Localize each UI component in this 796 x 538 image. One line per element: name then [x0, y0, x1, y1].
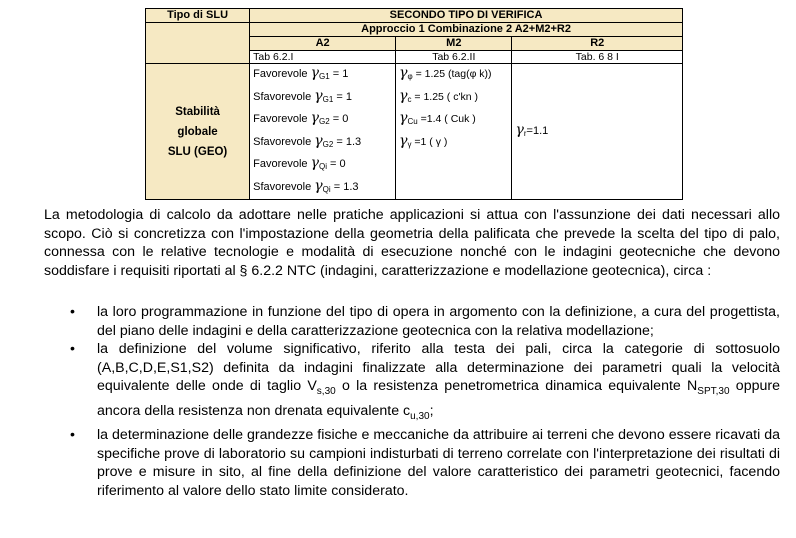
m2-row	[399, 87, 508, 110]
a2-values	[250, 64, 396, 200]
a2-row-sub: G1	[322, 94, 334, 104]
gamma-symbol: γ	[314, 177, 323, 194]
requirements-list	[44, 303, 780, 501]
m2-row	[399, 109, 508, 132]
list-item	[44, 340, 780, 426]
a2-row-sub: G1	[318, 72, 330, 81]
m2-row-sub: c	[407, 94, 412, 104]
subscript: u,30	[410, 410, 430, 422]
a2-row	[253, 132, 392, 155]
a2-row-sub: Qi	[318, 162, 327, 171]
tab-a2: Tab 6.2.I	[250, 51, 396, 64]
subscript: SPT,30	[697, 386, 730, 398]
m2-row-sub: φ	[407, 72, 413, 81]
col-second-header: SECONDO TIPO DI VERIFICA	[250, 9, 683, 23]
approccio-header: Approccio 1 Combinazione 2 A2+M2+R2	[250, 23, 683, 37]
a2-row-value: = 1	[336, 90, 352, 103]
r2-value: =1.1	[526, 124, 549, 137]
bullet-icon: •	[70, 427, 75, 444]
a2-row-value: = 0	[332, 113, 349, 125]
a2-row	[253, 87, 392, 110]
empty-header-cell	[146, 23, 250, 64]
row-label-line1: Stabilità	[175, 105, 220, 118]
gamma-symbol: γ	[399, 132, 408, 149]
bullet-icon: •	[70, 341, 75, 358]
a2-row-sub: Qi	[322, 184, 331, 194]
a2-row-value: = 0	[330, 158, 346, 170]
row-label-line3: SLU (GEO)	[167, 145, 228, 158]
r2-value-cell	[512, 64, 683, 200]
a2-row-label: Sfavorevole	[253, 135, 312, 148]
m2-row-value: =1 ( γ )	[414, 135, 448, 148]
gamma-symbol: γ	[314, 132, 323, 149]
a2-row-sub: G2	[322, 139, 334, 149]
m2-row-value: =1.4 ( Cuk )	[420, 113, 476, 125]
r2-sub: r	[523, 128, 527, 138]
a2-row	[253, 154, 392, 177]
list-item-text: oppure ancora della resistenza non drenata equivalente c	[97, 378, 780, 419]
gamma-symbol: γ	[399, 87, 408, 104]
a2-row-label: Sfavorevole	[253, 180, 312, 193]
a2-row-label: Favorevole	[253, 113, 308, 125]
list-item-text: la definizione del volume significativo, riferito alla testa dei pali, circa la categorie di sottosuolo (A,B,C,D,E,S1,S2) definita da indagini finalizzate alla determinazione dei parametri quali la velocità equivalente delle onde di taglio V	[97, 341, 780, 395]
tab-m2: Tab 6.2.II	[396, 51, 512, 64]
gamma-symbol: γ	[310, 110, 319, 126]
m2-header: M2	[396, 37, 512, 51]
tab-r2: Tab. 6 8 I	[512, 51, 683, 64]
a2-row	[253, 64, 392, 87]
a2-row-label: Sfavorevole	[253, 90, 312, 103]
gamma-symbol: γ	[314, 87, 323, 104]
m2-row-value: = 1.25 (tag(φ k))	[415, 68, 492, 80]
list-item-text: o la resistenza penetrometrica dinamica equivalente N	[335, 378, 698, 395]
row-label-line2: globale	[177, 125, 218, 138]
a2-row	[253, 177, 392, 200]
col-tipo-header: Tipo di SLU	[146, 9, 250, 23]
gamma-symbol: γ	[310, 65, 319, 81]
m2-row-sub: γ	[407, 139, 412, 149]
a2-row-label: Favorevole	[253, 158, 308, 170]
list-item-text: la determinazione delle grandezze fisiche e meccaniche da attribuire ai terreni che devono essere ricavati da specifiche prove di laboratorio su campioni indisturbati di terreno correlate con l'interpretazione dei risultati di prove e misure in sito, al fine della definizione del valore caratteristico dei parametri geotecnici, facendo riferimento al valore dello stato limite considerato.	[97, 427, 780, 499]
list-item	[44, 426, 780, 500]
a2-header: A2	[250, 37, 396, 51]
list-item-text: ;	[429, 402, 434, 419]
r2-header: R2	[512, 37, 683, 51]
a2-row-value: = 1.3	[336, 135, 362, 148]
m2-row	[399, 132, 508, 155]
row-label	[146, 64, 250, 200]
a2-row-sub: G2	[318, 117, 330, 126]
m2-row-sub: Cu	[407, 117, 418, 126]
a2-row-value: = 1.3	[333, 180, 359, 193]
list-item-text: la loro programmazione in funzione del tipo di opera in argomento con la definizione, a cura del progettista, del piano delle indagini e della caratterizzazione geotecnica con la relativa modellazione;	[97, 304, 780, 339]
gamma-symbol: γ	[399, 65, 408, 81]
a2-row-value: = 1	[332, 68, 349, 80]
list-item	[44, 303, 780, 340]
m2-values	[396, 64, 512, 200]
a2-row-label: Favorevole	[253, 68, 308, 80]
slu-table	[145, 8, 683, 200]
subscript: s,30	[316, 386, 336, 398]
intro-paragraph: La metodologia di calcolo da adottare nelle pratiche applicazioni si attua con l'assunzione dei dati necessari allo scopo. Ciò si concretizza con l'impostazione della geometria della palificata che prevede la scelta del tipo di palo, connessa con le relative tecnologie e modalità di esecuzione nonché con le indagini geotecniche che devono soddisfare i requisiti riportati al § 6.2.2 NTC (indagini, caratterizzazione e modellazione geotecnica), circa :	[44, 207, 780, 279]
m2-row	[399, 64, 508, 87]
a2-row	[253, 109, 392, 132]
gamma-symbol: γ	[399, 110, 408, 126]
gamma-symbol: γ	[515, 121, 524, 138]
bullet-icon: •	[70, 304, 75, 320]
gamma-symbol: γ	[310, 155, 319, 171]
m2-row-value: = 1.25 ( c'kn )	[414, 90, 478, 103]
